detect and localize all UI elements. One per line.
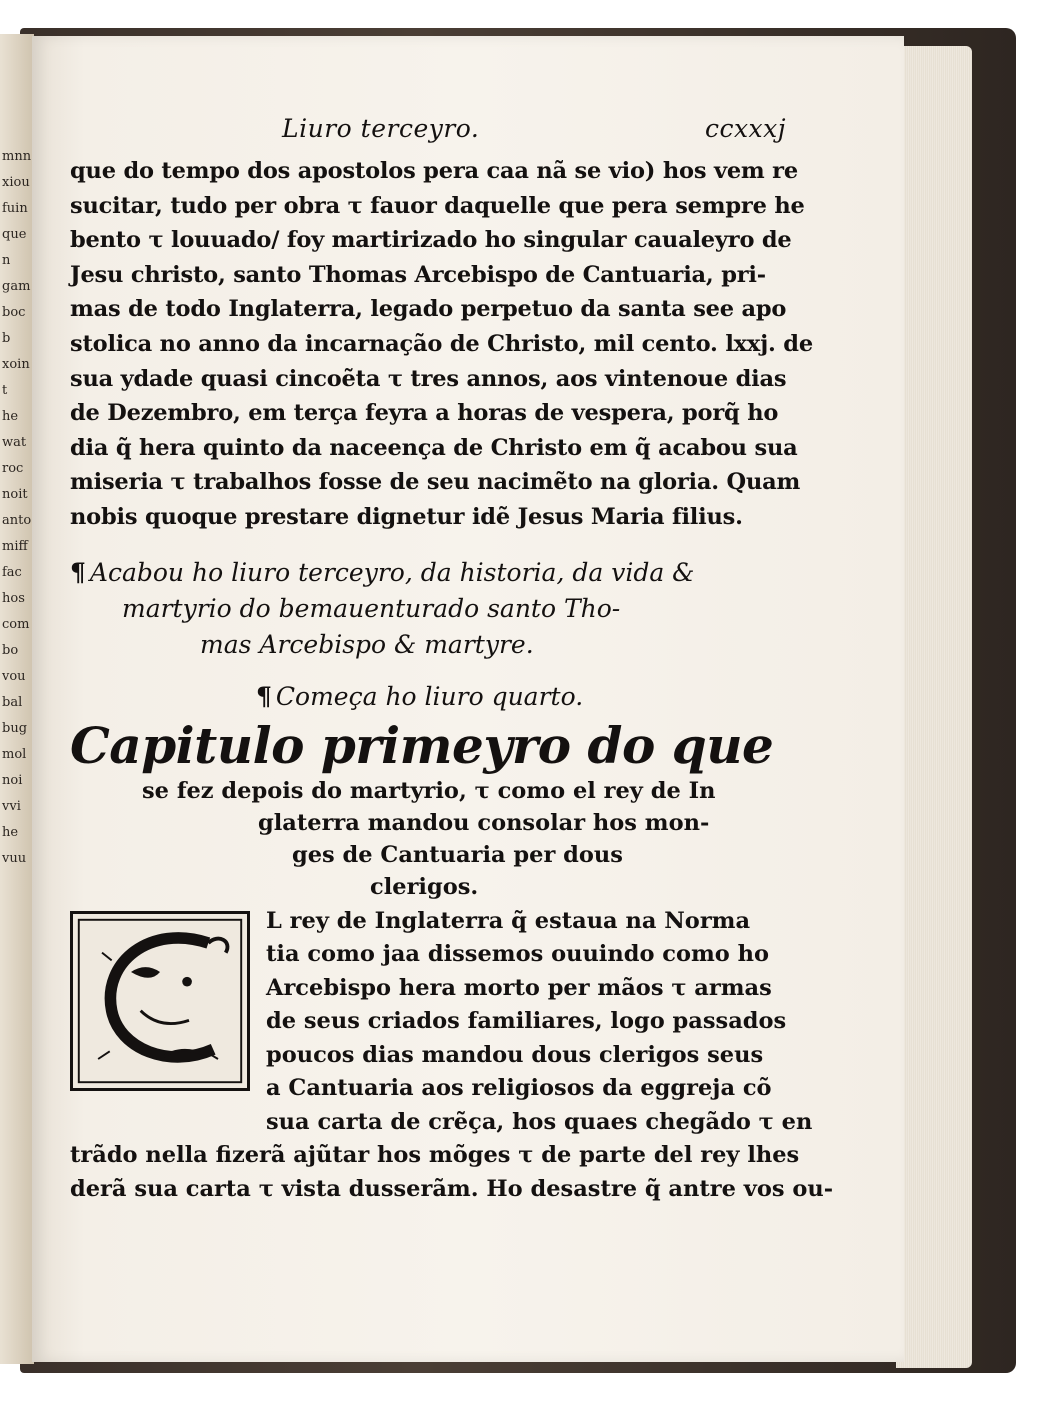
explicit-line: mas Arcebispo & martyre.	[200, 629, 534, 659]
page-text	[70, 114, 834, 1206]
text-line: sua carta de crẽça, hos quaes chegãdo τ en	[266, 1108, 813, 1135]
chapter-title: Capitulo primeyro do que	[70, 715, 774, 775]
explicit-line: Acabou ho liuro terceyro, da historia, da vida &	[89, 557, 695, 587]
text-line: de Dezembro, em terça feyra a horas de vespera, porq̃ ho	[70, 400, 779, 427]
text-line: poucos dias mandou dous clerigos seus	[266, 1041, 764, 1068]
running-title: Liuro terceyro.	[282, 114, 480, 143]
text-line: mas de todo Inglaterra, legado perpetuo da santa see apo	[70, 296, 787, 323]
text-line: dia q̃ hera quinto da naceença de Christo em q̃ acabou sua	[70, 434, 798, 461]
text-line: que do tempo dos apostolos pera caa nã se vio) hos vem re	[70, 158, 798, 184]
opening-paragraph	[70, 905, 834, 1207]
chapter-subtitle-line: se fez depois do martyrio, τ como el rey de In	[142, 777, 716, 804]
running-header	[70, 114, 786, 154]
text-line: bento τ louuado/ foy martirizado ho singular caualeyro de	[70, 227, 792, 254]
incipit-text: Começa ho liuro quarto.	[275, 681, 584, 711]
text-line: stolica no anno da incarnação de Christo, mil cento. lxxj. de	[70, 330, 813, 357]
right-page	[32, 36, 904, 1362]
left-page-fragment: mnn xiou fuin quen gam bocb xoint he wat roc noit anto miff fac hos com bo vou bal bug mol noi vvi he vuu	[2, 149, 32, 866]
text-line: miseria τ trabalhos fosse de seu nacimẽto na gloria. Quam	[70, 469, 801, 496]
text-line: de seus criados familiares, logo passados	[266, 1008, 787, 1035]
explicit-line: martyrio do bemauenturado santo Tho-	[122, 593, 621, 623]
text-line: trãdo nella fizerã ajũtar hos mõges τ de parte del rey lhes	[70, 1142, 800, 1169]
text-line: L rey de Inglaterra q̃ estaua na Norma	[266, 907, 751, 934]
text-line: Arcebispo hera morto per mãos τ armas	[266, 974, 772, 1001]
decorated-initial-c-icon	[70, 911, 250, 1091]
chapter-subtitle-line: ges de Cantuaria per dous	[292, 841, 623, 868]
closing-paragraph	[70, 154, 813, 535]
incipit-note	[70, 677, 786, 717]
text-line: Jesu christo, santo Thomas Arcebispo de Cantuaria, pri-	[70, 261, 766, 288]
chapter-subtitle-line: glaterra mandou consolar hos mon-	[258, 809, 710, 836]
left-page-edge	[0, 34, 34, 1364]
folio-number: ccxxxj	[704, 114, 786, 143]
pilcrow-mark: ¶	[256, 681, 272, 711]
text-line: tia como jaa dissemos ouuindo como ho	[266, 941, 770, 968]
text-line: sucitar, tudo per obra τ fauor daquelle que pera sempre he	[70, 192, 805, 219]
text-line: derã sua carta τ vista dusserãm. Ho desastre q̃ antre vos ou-	[70, 1175, 834, 1202]
page-edges	[896, 46, 972, 1368]
book	[0, 28, 1020, 1373]
chapter-subtitle-line: clerigos.	[370, 873, 479, 900]
explicit-note	[70, 555, 786, 663]
pilcrow-mark: ¶	[70, 557, 86, 587]
text-line: sua ydade quasi cincoẽta τ tres annos, aos vintenoue dias	[70, 365, 787, 392]
text-line: a Cantuaria aos religiosos da eggreja cõ	[266, 1075, 772, 1102]
text-line: nobis quoque prestare dignetur idẽ Jesus Maria filius.	[70, 503, 743, 530]
